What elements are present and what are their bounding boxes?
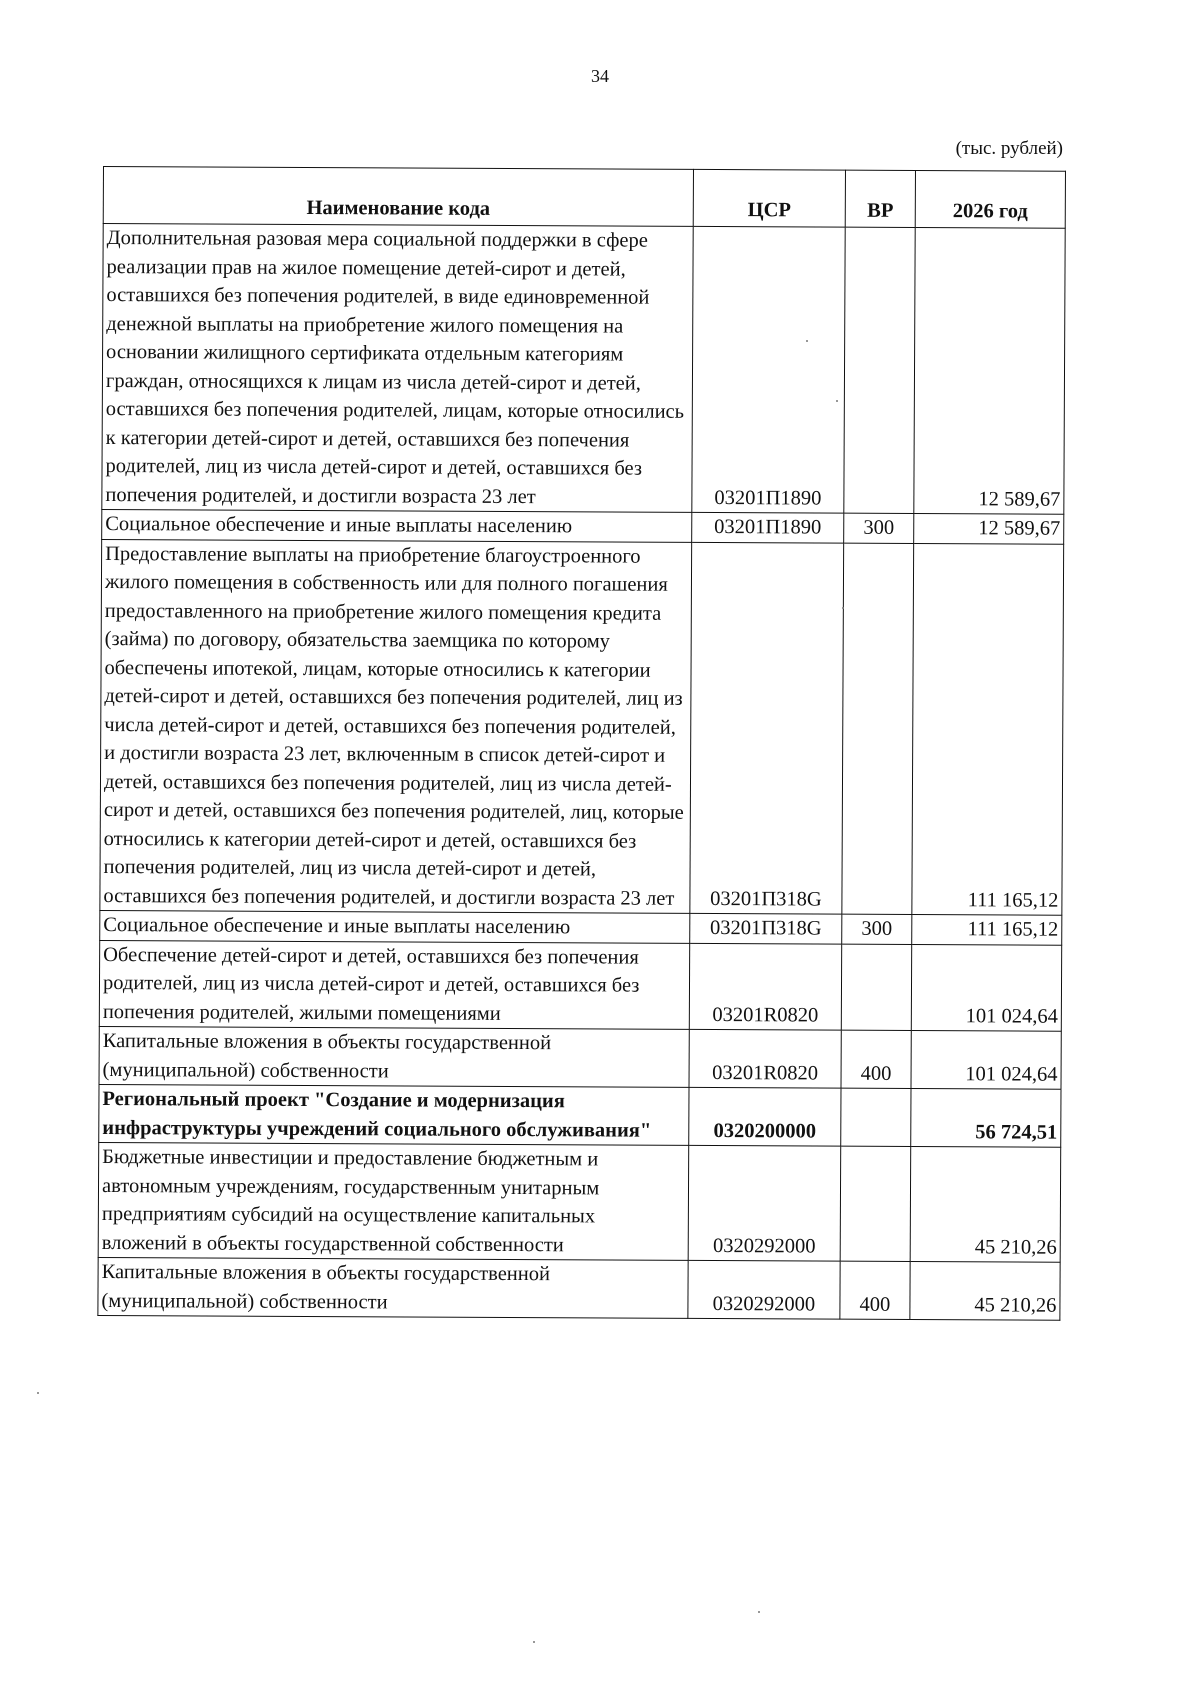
table-row	[98, 1257, 1060, 1320]
row-name-cell: Региональный проект "Создание и модернизация инфраструктуры учреждений социального обслуживания"	[99, 1084, 689, 1145]
row-name-cell: Капитальные вложения в объекты государственной (муниципальной) собственности	[98, 1257, 688, 1318]
row-name-cell: Социальное обеспечение и иные выплаты населению	[100, 910, 690, 942]
scan-speck	[758, 1611, 760, 1613]
row-csr-cell: 0320292000	[688, 1260, 840, 1319]
header-vr: ВР	[845, 170, 915, 227]
row-name-cell: Социальное обеспечение и иные выплаты населению	[102, 509, 692, 541]
row-amount-cell: 111 165,12	[912, 543, 1064, 915]
row-amount-cell: 12 589,67	[914, 513, 1064, 543]
table-body	[98, 224, 1065, 1321]
row-vr-cell	[842, 543, 914, 915]
row-csr-cell: 03201R0820	[689, 943, 841, 1030]
row-vr-cell	[844, 227, 915, 513]
table-row	[100, 539, 1064, 915]
scan-speck	[806, 340, 808, 342]
table-header	[103, 167, 1065, 229]
table-row	[98, 1142, 1061, 1262]
row-csr-cell: 03201R0820	[689, 1029, 841, 1088]
row-amount-cell: 12 589,67	[914, 227, 1065, 514]
row-csr-cell: 03201П1890	[692, 512, 844, 542]
row-csr-cell: 03201П318G	[690, 913, 842, 943]
header-year: 2026 год	[915, 170, 1065, 228]
row-vr-cell: 300	[842, 914, 912, 944]
header-csr: ЦСР	[693, 169, 845, 227]
row-csr-cell: 03201П318G	[690, 542, 844, 914]
table-row	[100, 910, 1062, 944]
scan-speck	[533, 1641, 535, 1643]
row-amount-cell: 45 210,26	[910, 1261, 1060, 1320]
row-amount-cell: 45 210,26	[910, 1146, 1061, 1262]
row-amount-cell: 56 724,51	[911, 1088, 1061, 1147]
budget-table	[97, 166, 1066, 1321]
scan-speck	[37, 1392, 39, 1394]
units-label: (тыс. рублей)	[955, 138, 1063, 159]
table-row	[99, 1026, 1061, 1089]
row-vr-cell	[841, 1088, 911, 1146]
row-name-cell: Предоставление выплаты на приобретение благоустроенного жилого помещения в собственность или для полного погашения предоставленного на приобретение жилого помещения кредита (займа) по договору, обязательства заемщика по которому обеспечены ипотекой, лицам, которые относились к категории детей-сирот и детей, оставшихся без попечения родителей, лиц из числа детей-сирот и детей, оставшихся без попечения родителей, и достигли возраста 23 лет, включенным в список детей-сирот и детей, оставшихся без попечения родителей, лиц из числа детей-сирот и детей, оставшихся без попечения родителей, лиц, которые относились к категории детей-сирот и детей, оставшихся без попечения родителей, лиц из числа детей-сирот и детей, оставшихся без попечения родителей, и достигли возраста 23 лет	[100, 539, 692, 913]
row-csr-cell: 03201П1890	[692, 226, 845, 513]
table-row	[99, 1084, 1061, 1147]
row-name-cell: Капитальные вложения в объекты государственной (муниципальной) собственности	[99, 1026, 689, 1087]
row-amount-cell: 111 165,12	[912, 914, 1062, 944]
row-csr-cell: 0320292000	[688, 1145, 841, 1261]
header-row	[103, 167, 1065, 229]
row-name-cell: Дополнительная разовая мера социальной поддержки в сфере реализации прав на жилое помещение детей-сирот и детей, оставшихся без попечения родителей, в виде единовременной денежной выплаты на приобретение жилого помещения на основании жилищного сертификата отдельным категориям граждан, относящихся к лицам из числа детей-сирот и детей, оставшихся без попечения родителей, лицам, которые относились к категории детей-сирот и детей, оставшихся без попечения родителей, лиц из числа детей-сирот и детей, оставшихся без попечения родителей, и достигли возраста 23 лет	[102, 224, 693, 513]
row-amount-cell: 101 024,64	[911, 944, 1061, 1031]
row-vr-cell	[841, 944, 911, 1031]
row-name-cell: Бюджетные инвестиции и предоставление бюджетным и автономным учреждениям, государственным унитарным предприятиям субсидий на осуществление капитальных вложений в объекты государственной собственности	[98, 1142, 689, 1260]
row-vr-cell: 400	[840, 1261, 910, 1319]
row-amount-cell: 101 024,64	[911, 1030, 1061, 1089]
table-row	[102, 509, 1064, 543]
row-csr-cell: 0320200000	[689, 1087, 841, 1146]
table-row	[99, 940, 1061, 1031]
header-name: Наименование кода	[103, 167, 693, 227]
row-name-cell: Обеспечение детей-сирот и детей, оставшихся без попечения родителей, лиц из числа детей-сирот и детей, оставшихся без попечения родителей, жилыми помещениями	[99, 940, 689, 1029]
scan-speck	[842, 607, 844, 609]
scan-speck	[836, 400, 838, 402]
table-row	[102, 224, 1065, 515]
row-vr-cell: 300	[844, 513, 914, 543]
row-vr-cell: 400	[841, 1030, 911, 1088]
page-number: 34	[591, 66, 609, 86]
row-vr-cell	[840, 1146, 911, 1261]
